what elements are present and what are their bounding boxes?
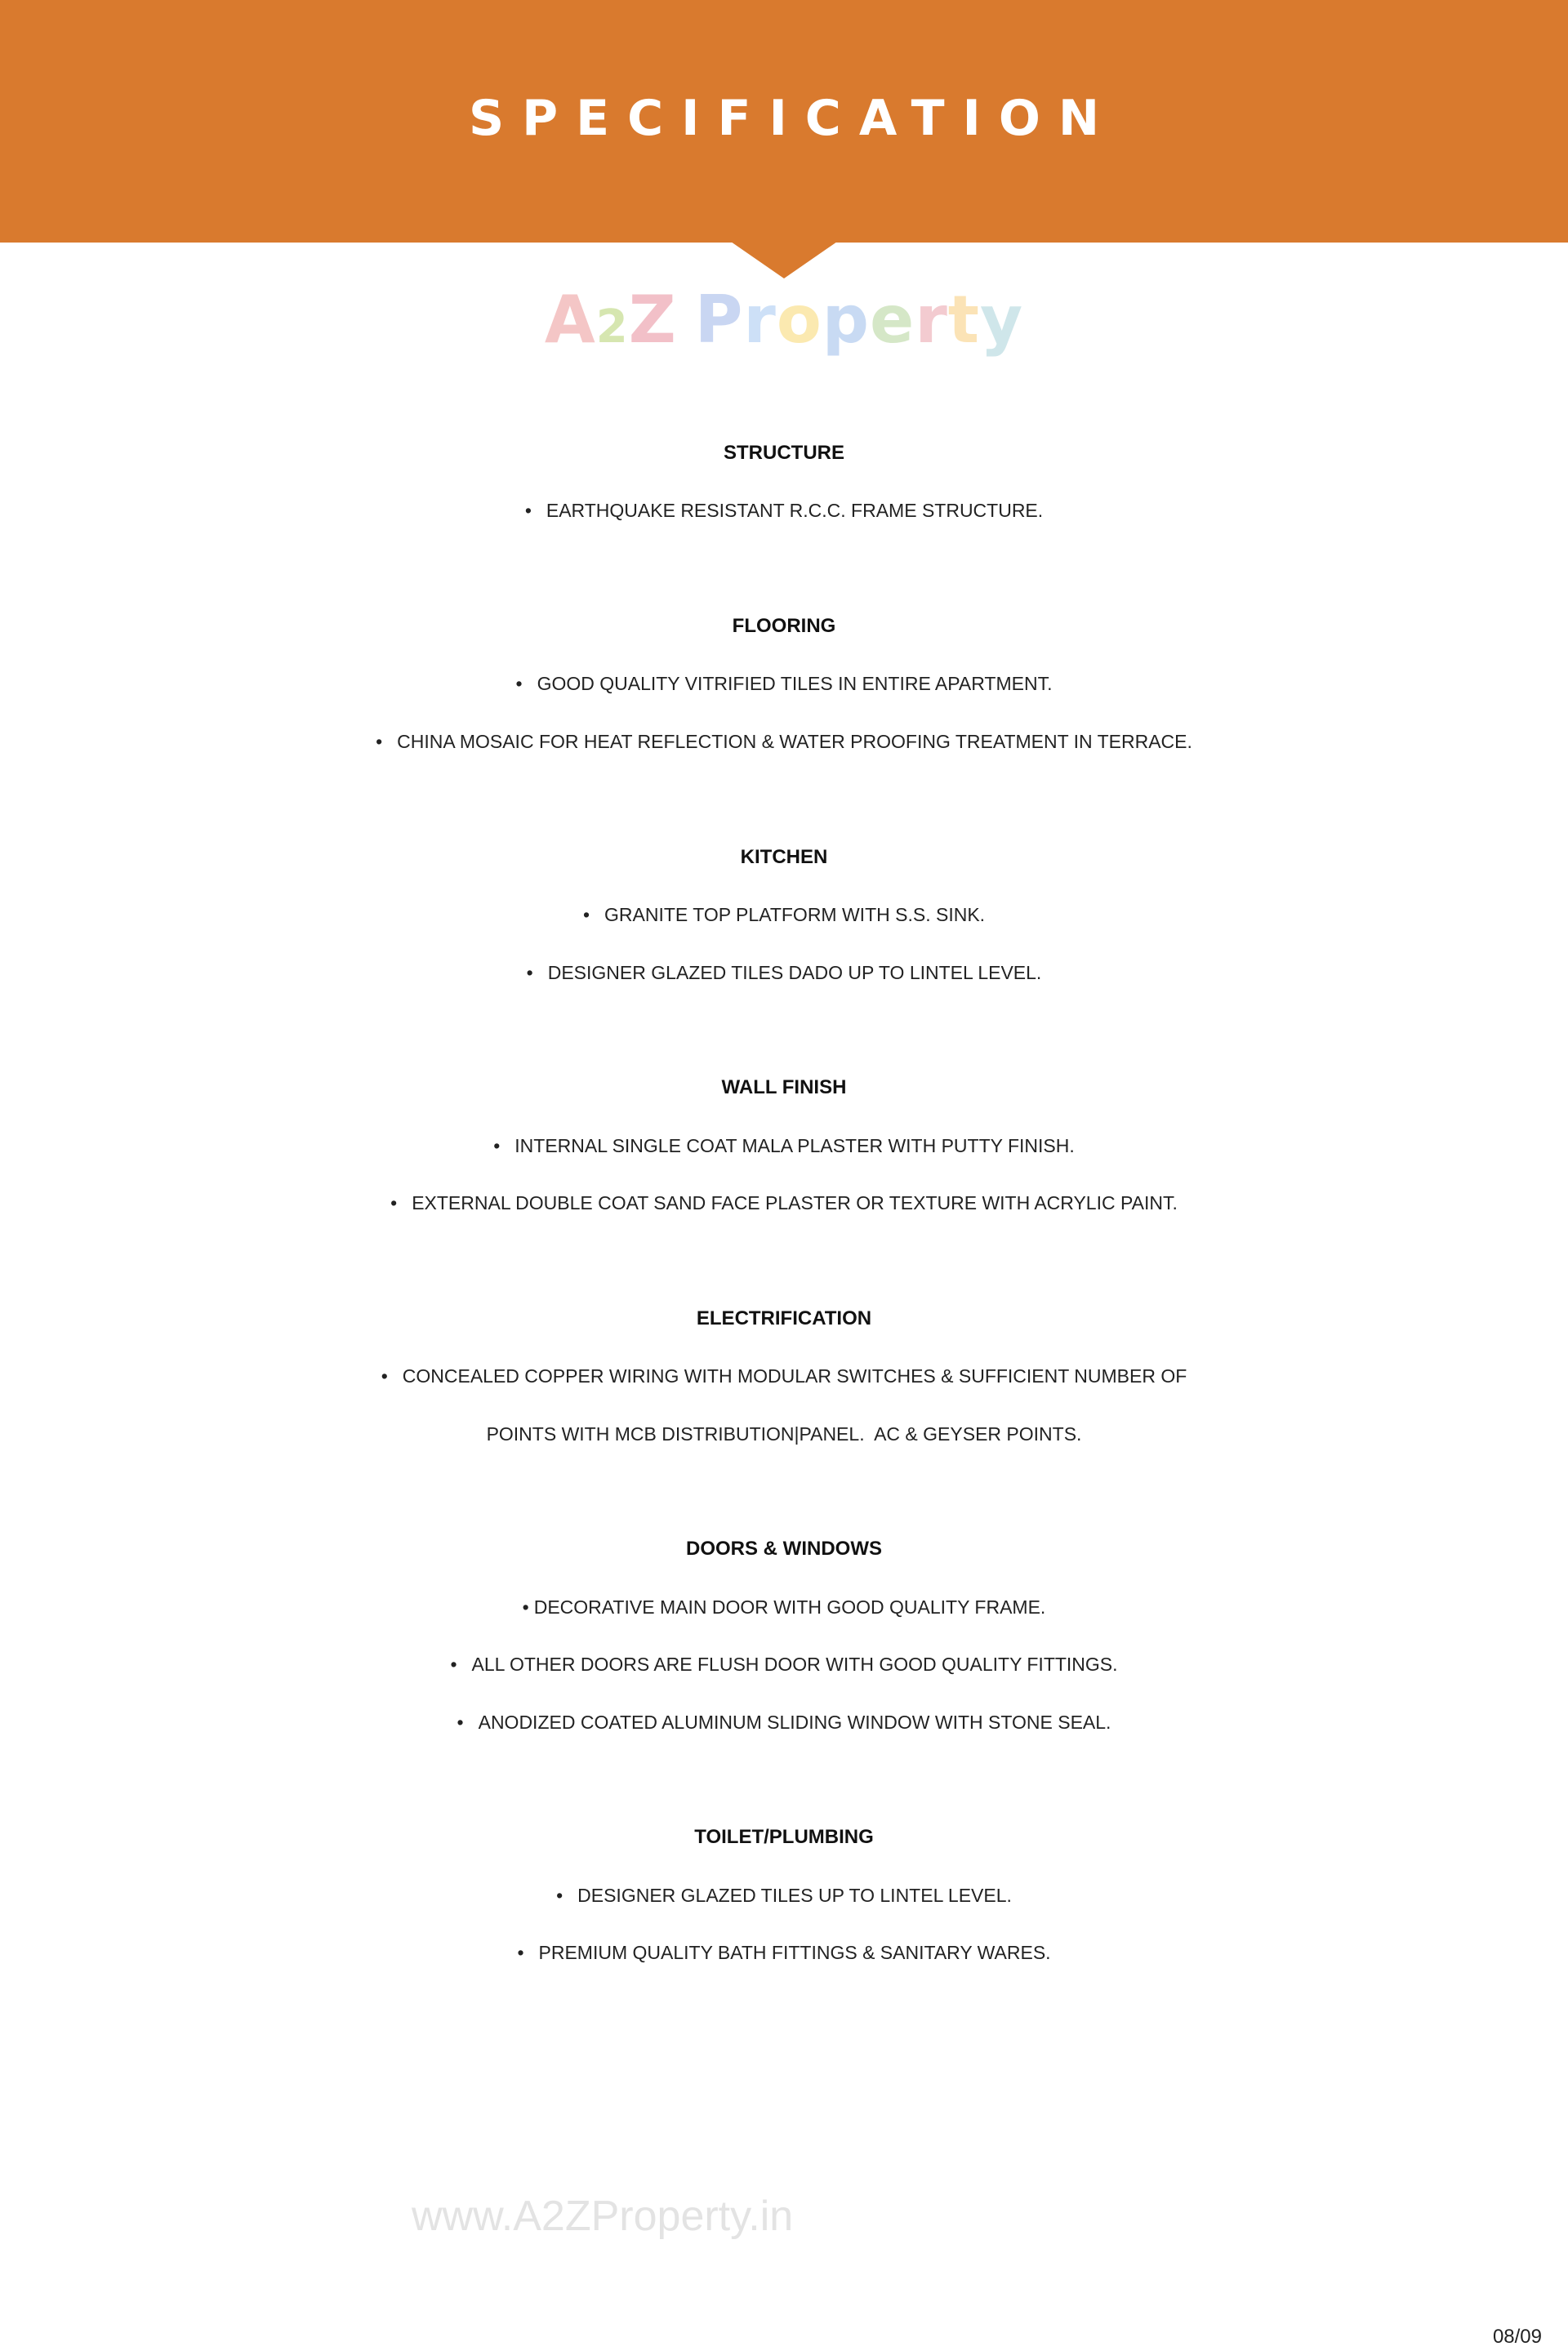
- watermark-url: www.A2ZProperty.in: [412, 2193, 794, 2240]
- section-heading-electrification: ELECTRIFICATION: [696, 1307, 872, 1329]
- spec-item-text: EARTHQUAKE RESISTANT R.C.C. FRAME STRUCTURE.: [546, 500, 1044, 521]
- spec-item: [0, 1940, 1568, 1965]
- watermark-logo-letter: r: [915, 282, 948, 358]
- spec-item: [0, 1191, 1568, 1215]
- watermark-logo-letter: t: [947, 282, 981, 358]
- spec-item-continuation: [0, 1422, 1568, 1446]
- spec-item: [0, 729, 1568, 754]
- bullet-icon: •: [457, 1712, 464, 1733]
- watermark-logo-letter: p: [822, 282, 871, 358]
- section-heading-toilet-plumbing: TOILET/PLUMBING: [694, 1826, 874, 1848]
- spec-item: [0, 1133, 1568, 1158]
- watermark-logo-letter: 2: [595, 301, 629, 354]
- section-heading-structure: STRUCTURE: [724, 442, 844, 464]
- watermark-logo-letter: o: [776, 282, 822, 358]
- watermark-logo-letter: r: [743, 282, 777, 358]
- bullet-icon: •: [493, 1135, 501, 1156]
- spec-item: [0, 671, 1568, 696]
- page-number: 08/09: [1492, 2326, 1542, 2348]
- bullet-icon: •: [515, 673, 523, 694]
- header-notch: [731, 242, 837, 278]
- spec-item: [0, 902, 1568, 927]
- section-heading-kitchen: KITCHEN: [740, 846, 828, 868]
- spec-item-text: DESIGNER GLAZED TILES UP TO LINTEL LEVEL.: [577, 1885, 1012, 1906]
- spec-item-text: DESIGNER GLAZED TILES DADO UP TO LINTEL LEVEL.: [547, 962, 1042, 983]
- spec-item: [0, 960, 1568, 985]
- bullet-icon: •: [582, 904, 590, 925]
- bullet-icon: •: [526, 962, 533, 983]
- spec-item-text: GOOD QUALITY VITRIFIED TILES IN ENTIRE APARTMENT.: [537, 673, 1053, 694]
- watermark-logo-letter: P: [694, 282, 744, 358]
- bullet-icon: •: [524, 500, 532, 521]
- spec-item: [0, 1652, 1568, 1676]
- spec-item-text: ALL OTHER DOORS ARE FLUSH DOOR WITH GOOD QUALITY FITTINGS.: [471, 1654, 1118, 1675]
- bullet-icon: •: [390, 1192, 398, 1213]
- spec-item-text: POINTS WITH MCB DISTRIBUTION|PANEL. AC & GEYSER POINTS.: [486, 1423, 1082, 1445]
- watermark-logo-letter: A: [544, 282, 596, 358]
- spec-item-text: EXTERNAL DOUBLE COAT SAND FACE PLASTER OR TEXTURE WITH ACRYLIC PAINT.: [412, 1192, 1178, 1213]
- bullet-icon: •: [522, 1596, 529, 1618]
- spec-item-text: INTERNAL SINGLE COAT MALA PLASTER WITH PUTTY FINISH.: [514, 1135, 1075, 1156]
- bullet-icon: •: [450, 1654, 457, 1675]
- spec-item: [0, 1595, 1568, 1619]
- spec-item: [0, 1883, 1568, 1908]
- spec-item-text: ANODIZED COATED ALUMINUM SLIDING WINDOW WITH STONE SEAL.: [478, 1712, 1111, 1733]
- spec-item: [0, 1364, 1568, 1388]
- spec-item-text: DECORATIVE MAIN DOOR WITH GOOD QUALITY FRAME.: [533, 1596, 1046, 1618]
- section-heading-wall-finish: WALL FINISH: [721, 1076, 847, 1098]
- spec-item-text: GRANITE TOP PLATFORM WITH S.S. SINK.: [604, 904, 986, 925]
- spec-item-text: CONCEALED COPPER WIRING WITH MODULAR SWITCHES & SUFFICIENT NUMBER OF: [402, 1365, 1187, 1387]
- bullet-icon: •: [376, 731, 383, 752]
- spec-item: [0, 1710, 1568, 1734]
- watermark-logo-letter: y: [980, 282, 1024, 358]
- watermark-logo-letter: e: [870, 282, 915, 358]
- section-heading-doors-windows: DOORS & WINDOWS: [686, 1538, 882, 1560]
- bullet-icon: •: [556, 1885, 564, 1906]
- watermark-logo: [0, 282, 1568, 358]
- watermark-logo-letter: Z: [628, 282, 677, 358]
- spec-item-text: CHINA MOSAIC FOR HEAT REFLECTION & WATER PROOFING TREATMENT IN TERRACE.: [397, 731, 1192, 752]
- bullet-icon: •: [381, 1365, 388, 1387]
- spec-item: [0, 498, 1568, 523]
- bullet-icon: •: [517, 1942, 524, 1963]
- section-heading-flooring: FLOORING: [732, 615, 836, 637]
- page-title: SPECIFICATION: [468, 90, 1118, 147]
- spec-item-text: PREMIUM QUALITY BATH FITTINGS & SANITARY WARES.: [538, 1942, 1051, 1963]
